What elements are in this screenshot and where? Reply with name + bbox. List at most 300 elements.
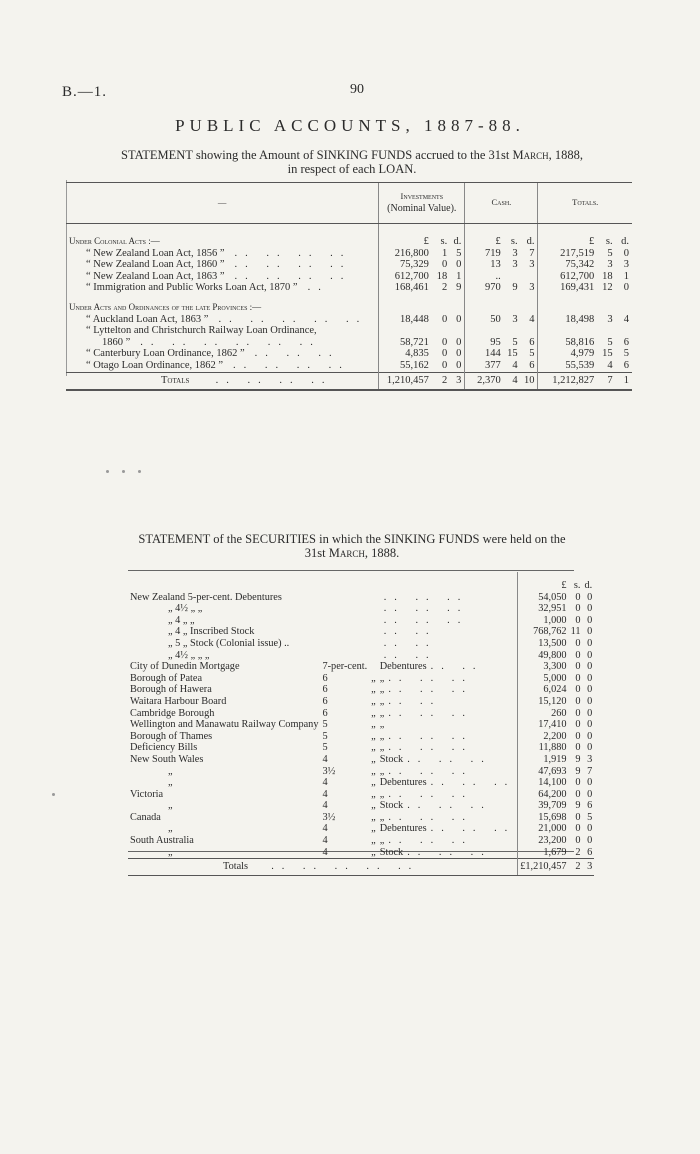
cash-value: 95 <box>465 337 504 349</box>
security-value: 768,762 <box>518 626 569 638</box>
security-value: 1,000 <box>518 615 569 627</box>
inv-value: 58,721 <box>379 337 432 349</box>
inv-value <box>450 325 465 337</box>
security-rate: 3½ <box>322 811 336 823</box>
totals-row: Totals .. .. .. .. .. £1,210,457 2 3 <box>128 859 594 876</box>
security-value: 0 <box>575 603 581 615</box>
security-name: Victoria <box>130 788 164 800</box>
security-name: New South Wales <box>130 753 204 765</box>
security-value: 0 <box>575 742 581 754</box>
security-ditto <box>369 615 378 627</box>
tot-value: 3 <box>607 313 613 325</box>
security-name: „ <box>168 800 173 812</box>
inv-value: 612,700 <box>379 271 432 283</box>
tot-value: 15 <box>602 348 613 360</box>
loan-row <box>66 248 632 260</box>
security-row <box>128 684 594 696</box>
table-header-row <box>66 183 632 224</box>
security-row <box>128 777 594 789</box>
security-value: 13,500 <box>518 638 569 650</box>
security-ditto: „ <box>371 765 376 777</box>
document-reference: B.—1. <box>62 84 108 100</box>
security-value: 0 <box>587 603 593 615</box>
column-header-totals: Totals. <box>538 183 632 224</box>
security-ditto <box>369 638 378 650</box>
security-name: South Australia <box>130 835 194 847</box>
security-rate: 4 <box>322 846 328 858</box>
security-ditto <box>369 661 378 673</box>
loan-row <box>66 282 632 294</box>
inv-value: 0 <box>456 359 462 371</box>
loan-label: “ New Zealand Loan Act, 1860 ” .. .. .. .. <box>86 259 352 271</box>
security-rate: 4 <box>322 777 328 789</box>
security-value: 5,000 <box>518 673 569 685</box>
security-value: 9 <box>575 765 581 777</box>
cash-value: 7 <box>529 247 535 259</box>
tot-value: 612,700 <box>538 271 597 283</box>
section-heading-row: Under Acts and Ordinances of the late Provinces :— <box>66 294 632 314</box>
tot-value: 18 <box>602 270 613 282</box>
security-value: 5 <box>587 811 593 823</box>
security-value: 0 <box>575 695 581 707</box>
security-row <box>128 789 594 801</box>
loan-label: 1860 ” .. .. .. .. .. .. <box>102 336 321 348</box>
loan-label: “ New Zealand Loan Act, 1863 ” .. .. .. .. <box>86 270 352 282</box>
ink-speck <box>138 470 141 473</box>
security-rate: 6 <box>322 672 328 684</box>
security-kind: .. .. <box>383 637 437 649</box>
cash-value: 15 <box>507 348 518 360</box>
security-kind: „ .. .. .. <box>379 835 473 847</box>
security-ditto: „ <box>371 742 376 754</box>
security-rate: 7-per-cent. <box>322 661 368 673</box>
loan-label: “ Auckland Loan Act, 1863 ” .. .. .. .. .. <box>86 313 368 325</box>
security-rate <box>320 626 369 638</box>
cash-value: 377 <box>465 360 504 372</box>
security-kind: „ .. .. .. <box>379 742 473 754</box>
security-ditto: „ <box>371 753 376 765</box>
loan-label: “ Otago Loan Ordinance, 1862 ” .. .. .. .. <box>86 359 350 371</box>
security-value: 39,709 <box>518 800 569 812</box>
security-row <box>128 603 594 615</box>
tot-value <box>538 325 597 337</box>
loan-row <box>66 348 632 360</box>
tot-value: 169,431 <box>538 282 597 294</box>
security-rate: 3½ <box>322 765 336 777</box>
tot-value: 6 <box>623 359 629 371</box>
security-name: „ <box>168 765 173 777</box>
security-value: 7 <box>587 765 593 777</box>
inv-value: 2 <box>441 282 448 294</box>
security-row <box>128 661 594 673</box>
cash-value: 3 <box>512 313 518 325</box>
security-kind: Stock .. .. .. <box>379 800 492 812</box>
tot-value: 5 <box>607 336 613 348</box>
security-kind: „ .. .. .. <box>379 672 473 684</box>
security-row <box>128 615 594 627</box>
cash-value: 13 <box>465 259 504 271</box>
security-value: 0 <box>575 672 581 684</box>
tot-value: 3 <box>623 259 629 271</box>
security-ditto: „ <box>371 695 376 707</box>
security-kind: „ .. .. .. <box>379 707 473 719</box>
cash-value <box>521 325 538 337</box>
security-row <box>128 835 594 847</box>
security-name: Borough of Thames <box>130 730 213 742</box>
security-value: 0 <box>587 777 593 789</box>
security-name: Borough of Patea <box>130 672 203 684</box>
tot-value <box>597 325 615 337</box>
inv-value <box>379 325 432 337</box>
security-name: Cambridge Borough <box>130 707 215 719</box>
security-kind: Debentures .. .. .. <box>379 777 516 789</box>
cash-value: 3 <box>529 282 535 294</box>
inv-value: 75,329 <box>379 259 432 271</box>
security-row <box>128 847 594 859</box>
loan-label: “ Canterbury Loan Ordinance, 1862 ” .. .. .. <box>86 348 340 360</box>
security-value: 0 <box>587 614 593 626</box>
security-kind: „ .. .. .. <box>379 730 473 742</box>
securities-table <box>128 572 594 876</box>
tot-value: 4 <box>607 359 613 371</box>
loan-row <box>66 271 632 283</box>
security-value: 2,200 <box>518 731 569 743</box>
security-row <box>128 823 594 835</box>
security-value: 3,300 <box>518 661 569 673</box>
cash-value: 144 <box>465 348 504 360</box>
inv-value: 0 <box>456 313 462 325</box>
security-value: 0 <box>575 811 581 823</box>
inv-value <box>432 325 450 337</box>
tot-value: 0 <box>623 247 629 259</box>
loan-label: “ New Zealand Loan Act, 1856 ” .. .. .. .. <box>86 247 352 259</box>
security-value: 32,951 <box>518 603 569 615</box>
security-value: 0 <box>587 649 593 661</box>
inv-value: 0 <box>456 348 462 360</box>
page-number: 90 <box>350 82 364 97</box>
cash-value: 719 <box>465 248 504 260</box>
security-ditto: „ <box>371 846 376 858</box>
sinking-funds-table <box>66 182 632 391</box>
security-value: 0 <box>587 637 593 649</box>
security-rate: 5 <box>322 742 328 754</box>
security-row <box>128 650 594 662</box>
security-value: 0 <box>587 788 593 800</box>
security-value: 15,120 <box>518 696 569 708</box>
tot-value: 75,342 <box>538 259 597 271</box>
security-value: 15,698 <box>518 812 569 824</box>
security-value: 0 <box>587 672 593 684</box>
security-rate: 5 <box>322 719 328 731</box>
security-value: 1,679 <box>518 847 569 859</box>
security-value: 9 <box>575 753 581 765</box>
tot-value: 55,539 <box>538 360 597 372</box>
inv-value: 1 <box>441 247 448 259</box>
security-value: 0 <box>575 707 581 719</box>
security-name: „ <box>168 823 173 835</box>
security-row <box>128 638 594 650</box>
security-kind: Debentures .. .. .. <box>379 823 516 835</box>
security-rate: 4 <box>322 753 328 765</box>
security-value: 0 <box>587 684 593 696</box>
tot-value: 4,979 <box>538 348 597 360</box>
security-rate <box>320 615 369 627</box>
tot-value: 18,498 <box>538 314 597 326</box>
security-row <box>128 766 594 778</box>
security-value: 0 <box>575 591 581 603</box>
security-value: 0 <box>587 626 593 638</box>
security-name: „ <box>168 777 173 789</box>
inv-value: 1 <box>456 270 462 282</box>
security-name: New Zealand 5-per-cent. Debentures <box>130 591 282 603</box>
security-kind: Stock .. .. .. <box>379 846 492 858</box>
security-rate <box>320 650 369 662</box>
cash-value <box>504 325 521 337</box>
security-row <box>128 673 594 685</box>
inv-value: 4,835 <box>379 348 432 360</box>
loan-row <box>66 337 632 349</box>
security-value: 0 <box>587 695 593 707</box>
security-value: 6 <box>587 846 593 858</box>
tot-value: 58,816 <box>538 337 597 349</box>
inv-value: 0 <box>441 313 448 325</box>
security-rate <box>320 603 369 615</box>
security-name: Borough of Hawera <box>130 684 212 696</box>
security-kind: .. .. <box>383 626 437 638</box>
security-value: 3 <box>587 753 593 765</box>
security-ditto: „ <box>371 800 376 812</box>
security-name: „ 4 „ Inscribed Stock <box>168 626 255 638</box>
security-value: 0 <box>587 835 593 847</box>
cash-value <box>504 271 521 283</box>
security-name: „ <box>168 846 173 858</box>
tot-value: 5 <box>607 247 613 259</box>
security-value: 11,880 <box>518 742 569 754</box>
security-kind: „ <box>379 719 385 731</box>
totals-row: Totals .. .. .. .. 1,210,457 2 3 2,370 4 10 1,212,827 7 1 <box>66 372 632 390</box>
inv-value: 18 <box>436 270 448 282</box>
inv-value: 0 <box>456 336 462 348</box>
inv-value: 5 <box>456 247 462 259</box>
security-kind: Stock .. .. .. <box>379 753 492 765</box>
security-value: 9 <box>575 800 581 812</box>
security-ditto: „ <box>371 823 376 835</box>
security-kind: .. .. .. <box>383 591 469 603</box>
security-kind: .. .. <box>383 649 437 661</box>
tot-value: 6 <box>623 336 629 348</box>
security-value: 0 <box>587 719 593 731</box>
security-value: 54,050 <box>518 592 569 604</box>
security-name: „ 4½ „ „ <box>168 603 203 615</box>
security-kind: .. .. .. <box>383 603 469 615</box>
security-value: 0 <box>587 661 593 673</box>
inv-value: 18,448 <box>379 314 432 326</box>
security-value: 49,800 <box>518 650 569 662</box>
security-value: 0 <box>587 823 593 835</box>
security-kind: „ .. .. .. <box>379 684 473 696</box>
security-value: 0 <box>587 742 593 754</box>
column-header-cash: Cash. <box>465 183 538 224</box>
ink-speck <box>106 470 109 473</box>
ink-speck <box>122 470 125 473</box>
inv-value: 9 <box>456 282 462 294</box>
cash-value: 6 <box>529 359 535 371</box>
security-rate: 6 <box>322 695 328 707</box>
security-row <box>128 731 594 743</box>
tot-value <box>616 325 632 337</box>
security-value: 6,024 <box>518 684 569 696</box>
security-kind: „ .. .. .. <box>379 788 473 800</box>
security-value: 0 <box>575 730 581 742</box>
tot-value: 12 <box>602 282 613 294</box>
security-value: 0 <box>575 649 581 661</box>
inv-value: 168,461 <box>379 282 432 294</box>
tot-value: 217,519 <box>538 248 597 260</box>
tot-value: 1 <box>623 270 629 282</box>
cash-value <box>521 271 538 283</box>
security-ditto: „ <box>371 811 376 823</box>
security-value: 260 <box>518 708 569 720</box>
cash-value: 3 <box>512 259 518 271</box>
loan-row <box>66 259 632 271</box>
securities-heading: STATEMENT of the SECURITIES in which the SINKING FUNDS were held on the 31st March, 1888. <box>138 532 566 560</box>
security-value: 0 <box>575 835 581 847</box>
security-kind: „ .. .. <box>379 695 442 707</box>
security-kind: Debentures .. .. <box>379 661 484 673</box>
loan-label: “ Lyttelton and Christchurch Railway Loan Ordinance, <box>86 325 317 337</box>
security-value: 47,693 <box>518 766 569 778</box>
security-value: 6 <box>587 800 593 812</box>
security-ditto: „ <box>371 672 376 684</box>
security-value: 11 <box>570 626 581 638</box>
security-rate: 4 <box>322 823 328 835</box>
security-value: 0 <box>575 637 581 649</box>
security-row <box>128 592 594 604</box>
security-name: City of Dunedin Mortgage <box>130 661 240 673</box>
cash-value: 50 <box>465 314 504 326</box>
security-kind: .. .. .. <box>383 614 469 626</box>
cash-value <box>465 325 504 337</box>
security-ditto <box>369 592 378 604</box>
security-value: 0 <box>575 719 581 731</box>
sinking-funds-heading: STATEMENT showing the Amount of SINKING FUNDS accrued to the 31st March, 1888, in respect of each LOAN. <box>121 148 583 176</box>
security-ditto <box>369 650 378 662</box>
security-name: Waitara Harbour Board <box>130 695 227 707</box>
security-value: 0 <box>587 591 593 603</box>
security-ditto: „ <box>371 707 376 719</box>
security-rate: 5 <box>322 730 328 742</box>
inv-value: 0 <box>441 259 448 271</box>
security-rate <box>320 638 369 650</box>
cash-value: 5 <box>512 336 518 348</box>
security-value: 0 <box>575 661 581 673</box>
cash-value: 9 <box>512 282 518 294</box>
inv-value: 0 <box>441 359 448 371</box>
security-value: 1,919 <box>518 754 569 766</box>
security-ditto: „ <box>371 730 376 742</box>
security-name: Canada <box>130 811 161 823</box>
security-value: 2 <box>575 846 581 858</box>
security-name: Deficiency Bills <box>130 742 198 754</box>
cash-value: 5 <box>529 348 535 360</box>
currency-row: £ s. d. <box>128 572 594 592</box>
security-row <box>128 719 594 731</box>
security-rate: 4 <box>322 788 328 800</box>
cash-value: .. <box>465 271 504 283</box>
loan-label: “ Immigration and Public Works Loan Act, 1870 ” .. <box>86 282 329 294</box>
security-kind: „ .. .. .. <box>379 811 473 823</box>
security-row <box>128 754 594 766</box>
security-kind: „ .. .. .. <box>379 765 473 777</box>
inv-value: 0 <box>441 348 448 360</box>
column-header-investments: Investments (Nominal Value). <box>379 183 465 224</box>
security-rate <box>320 592 369 604</box>
tot-value: 5 <box>623 348 629 360</box>
loan-row <box>66 360 632 372</box>
security-value: 0 <box>575 614 581 626</box>
tot-value: 0 <box>623 282 629 294</box>
inv-value: 0 <box>456 259 462 271</box>
security-rate: 6 <box>322 684 328 696</box>
security-rate: 6 <box>322 707 328 719</box>
security-value: 21,000 <box>518 823 569 835</box>
security-rate: 4 <box>322 800 328 812</box>
cash-value: 6 <box>529 336 535 348</box>
security-row <box>128 696 594 708</box>
security-name: „ 5 „ Stock (Colonial issue) .. <box>168 637 290 649</box>
inv-value: 0 <box>441 336 448 348</box>
security-ditto: „ <box>371 719 376 731</box>
security-ditto: „ <box>371 777 376 789</box>
security-value: 0 <box>575 788 581 800</box>
security-name: Wellington and Manawatu Railway Company <box>130 719 319 731</box>
security-name: „ 4½ „ „ „ <box>168 649 210 661</box>
cash-value: 4 <box>529 313 535 325</box>
security-ditto <box>369 603 378 615</box>
loan-row <box>66 325 632 337</box>
security-value: 23,200 <box>518 835 569 847</box>
inv-value: 55,162 <box>379 360 432 372</box>
security-value: 0 <box>587 730 593 742</box>
security-ditto: „ <box>371 788 376 800</box>
page-title: PUBLIC ACCOUNTS, 1887-88. <box>175 116 525 135</box>
tot-value: 4 <box>623 313 629 325</box>
currency-row: Under Colonial Acts :— £ s. d. £ s. d. £ s. d. <box>66 224 632 248</box>
security-row <box>128 708 594 720</box>
cash-value: 4 <box>512 359 518 371</box>
security-row <box>128 626 594 638</box>
ink-speck <box>52 793 55 796</box>
security-row <box>128 742 594 754</box>
cash-value: 970 <box>465 282 504 294</box>
security-row <box>128 812 594 824</box>
loan-row <box>66 314 632 326</box>
security-ditto <box>369 626 378 638</box>
column-header-blank: — <box>66 183 379 224</box>
tot-value: 3 <box>607 259 613 271</box>
security-value: 0 <box>575 777 581 789</box>
security-name: „ 4 „ „ <box>168 614 195 626</box>
security-value: 0 <box>575 823 581 835</box>
inv-value: 216,800 <box>379 248 432 260</box>
security-value: 0 <box>575 684 581 696</box>
security-rate: 4 <box>322 835 328 847</box>
security-value: 0 <box>587 707 593 719</box>
cash-value: 3 <box>512 247 518 259</box>
security-value: 17,410 <box>518 719 569 731</box>
cash-value: 3 <box>529 259 535 271</box>
security-ditto: „ <box>371 835 376 847</box>
